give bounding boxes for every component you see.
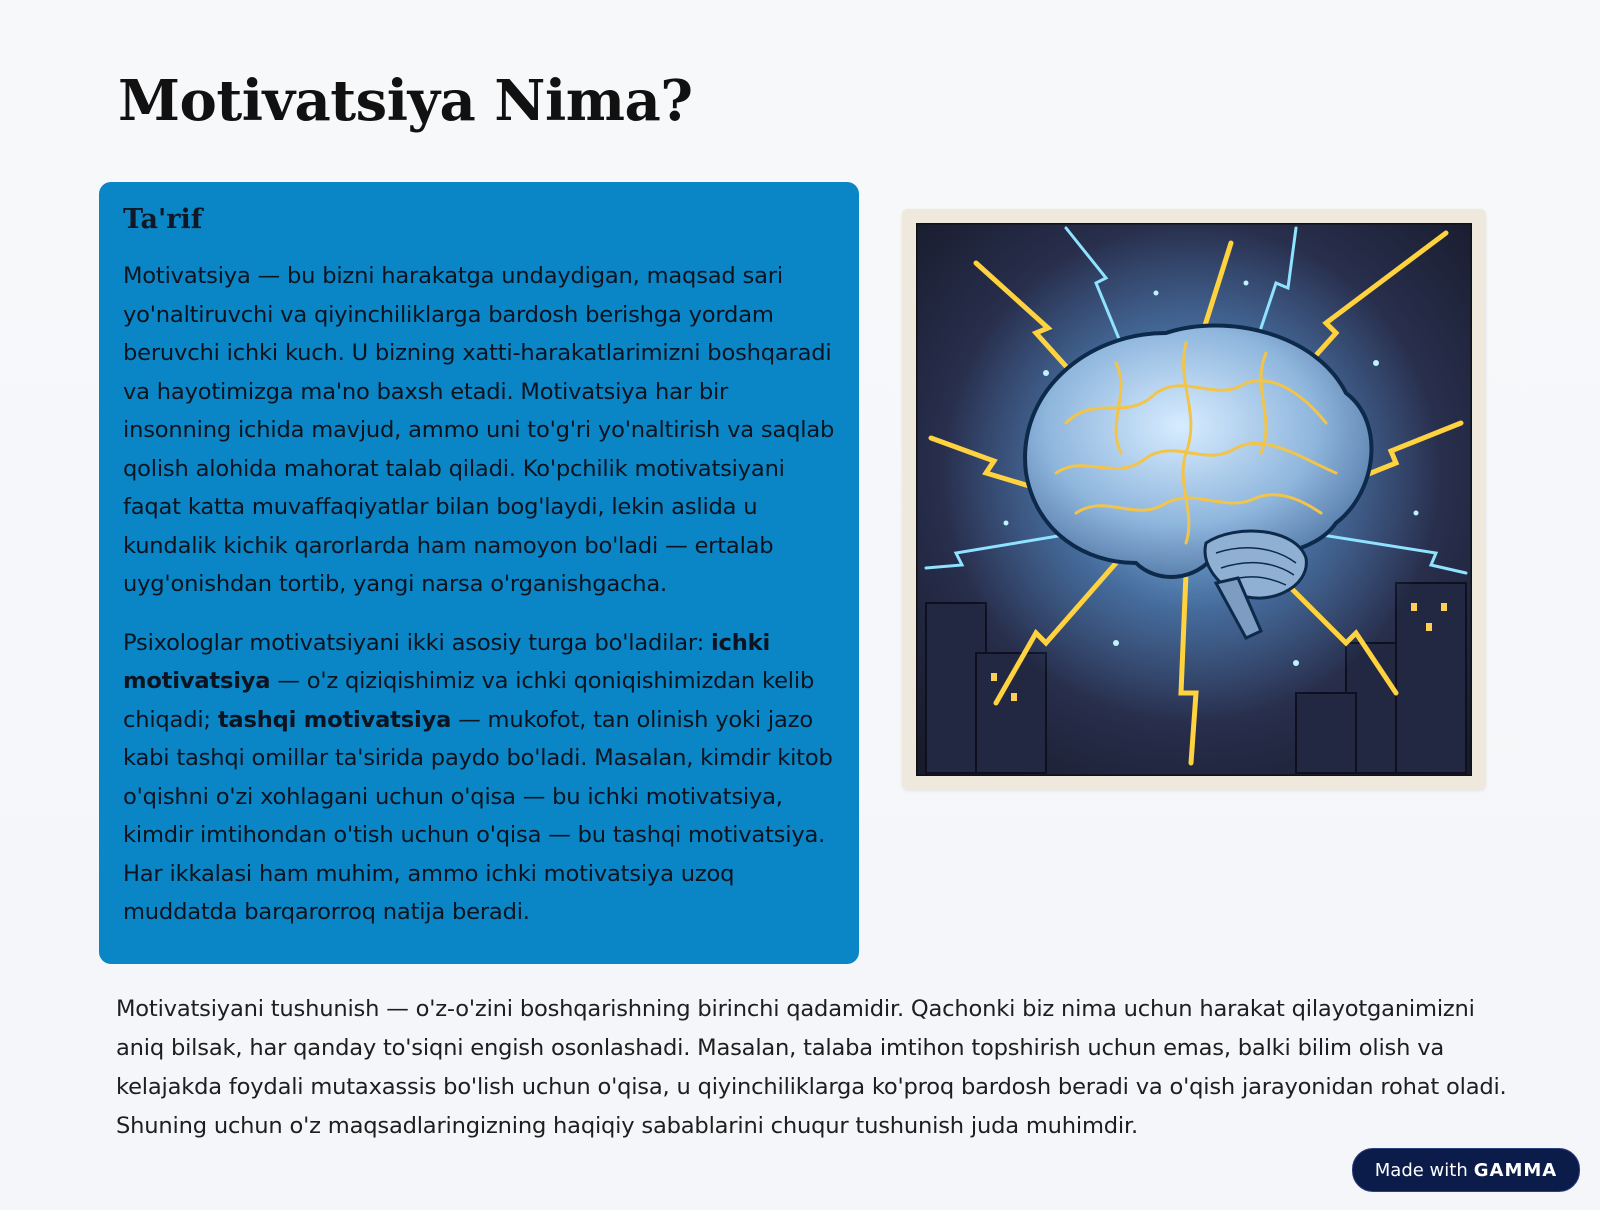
types-middle: — o'z qiziqishimiz va ichki qoniqishimizdan kelib chiqadi;	[123, 668, 815, 733]
types-intro: Psixologlar motivatsiyani ikki asosiy turga bo'ladilar:	[123, 629, 712, 656]
gamma-logo: GAMMA	[1473, 1159, 1558, 1181]
types-paragraph	[123, 624, 835, 932]
definition-card	[99, 182, 859, 964]
term-extrinsic: tashqi motivatsiya	[217, 706, 452, 733]
glowing-brain-illustration	[916, 223, 1472, 776]
summary-paragraph: Motivatsiyani tushunish — o'z-o'zini boshqarishning birinchi qadamidir. Qachonki biz nima uchun harakat qilayotganimizni aniq bilsak, har qanday to'siqni engish osonlashadi. Masalan, talaba imtihon topshirish uchun emas, balki bilim olish va kelajakda foydali mutaxassis bo'lish uchun o'qisa, u qiyinchiliklarga ko'proq bardosh beradi va o'qish jarayonidan rohat oladi. Shuning uchun o'z maqsadlaringizning haqiqiy sabablarini chuqur tushunish juda muhimdir.	[116, 996, 1507, 1139]
types-rest: — mukofot, tan olinish yoki jazo kabi tashqi omillar ta'sirida paydo bo'ladi. Masalan, kimdir kitob o'qishni o'zi xohlagani uchun o'qisa — bu ichki motivatsiya, kimdir imtihondan o'tish uchun o'qisa — bu tashqi motivatsiya. Har ikkalasi ham muhim, ammo ichki motivatsiya uzoq muddatda barqarorroq natija beradi.	[123, 706, 833, 925]
made-with-gamma-badge[interactable]	[1352, 1148, 1580, 1192]
card-heading: Ta'rif	[123, 204, 203, 235]
image-frame	[902, 209, 1486, 790]
term-intrinsic: ichki motivatsiya	[123, 629, 771, 694]
page-title: Motivatsiya Nima?	[118, 68, 693, 134]
definition-paragraph: Motivatsiya — bu bizni harakatga undaydigan, maqsad sari yo'naltiruvchi va qiyinchiliklarga bardosh berishga yordam beruvchi ichki kuch. U bizning xatti-harakatlarimizni boshqaradi va hayotimizga ma'no baxsh etadi. Motivatsiya har bir insonning ichida mavjud, ammo uni to'g'ri yo'naltirish va saqlab qolish alohida mahorat talab qiladi. Ko'pchilik motivatsiyani faqat katta muvaffaqiyatlar bilan bog'laydi, lekin aslida u kundalik kichik qarorlarda ham namoyon bo'ladi — ertalab uyg'onishdan tortib, yangi narsa o'rganishgacha.	[123, 263, 835, 597]
badge-prefix: Made with	[1374, 1159, 1468, 1181]
